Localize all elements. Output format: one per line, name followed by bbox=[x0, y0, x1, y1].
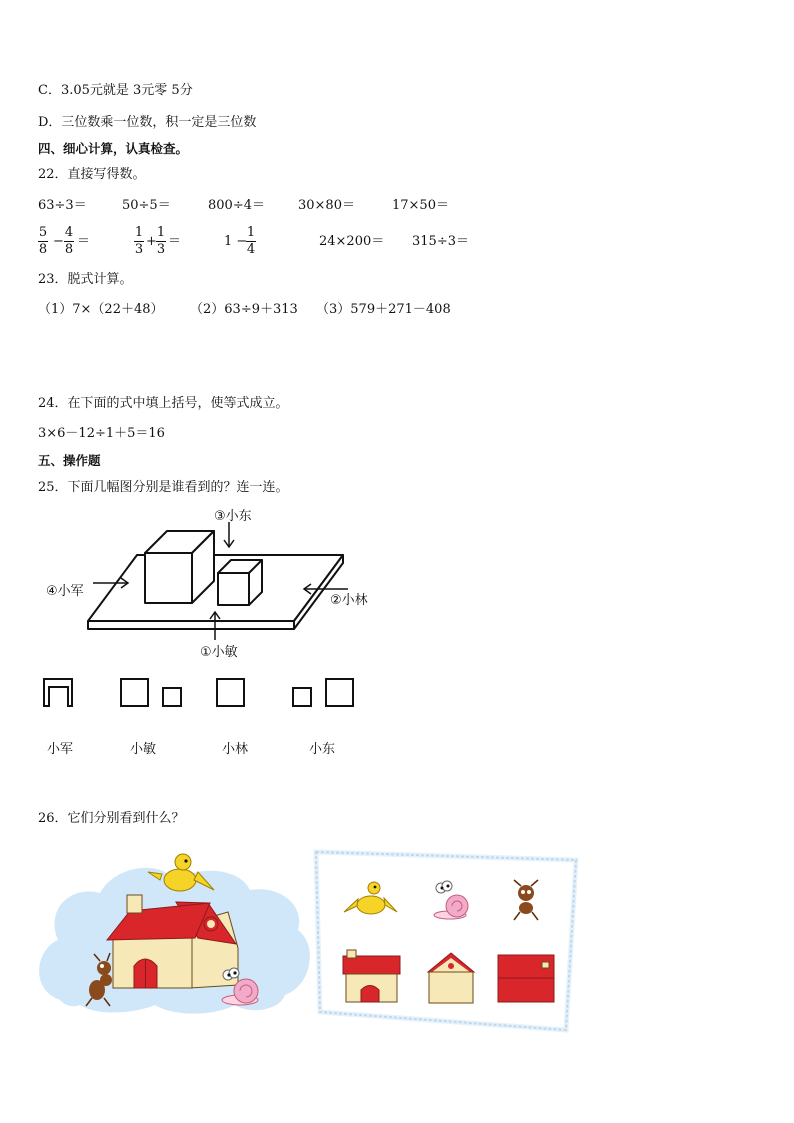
house-chimney bbox=[127, 895, 142, 913]
q22-expr-1: 63÷3＝ bbox=[38, 198, 87, 213]
card-house-front-view bbox=[343, 950, 400, 1002]
q26-prompt: 26．它们分别看到什么？ bbox=[38, 811, 185, 826]
q25-prompt: 25．下面几幅图分别是谁看到的？连一连。 bbox=[38, 480, 289, 495]
observer-left-label: ④小军 bbox=[46, 584, 84, 599]
option-d: D．三位数乘一位数，积一定是三位数 bbox=[38, 115, 257, 130]
q24-prompt: 24．在下面的式中填上括号，使等式成立。 bbox=[38, 396, 289, 411]
q22-prompt: 22．直接写得数。 bbox=[38, 167, 146, 182]
name-xiaomin[interactable]: 小敏 bbox=[130, 742, 157, 757]
observer-right-label: ②小林 bbox=[330, 593, 368, 608]
q23-prompt: 23．脱式计算。 bbox=[38, 272, 133, 287]
name-xiaojun[interactable]: 小军 bbox=[47, 742, 74, 757]
section5-title: 五、操作题 bbox=[38, 453, 101, 468]
q24-equation: 3×6－12÷1＋5＝16 bbox=[38, 426, 165, 441]
q23-item-3: （3）579＋271－408 bbox=[316, 302, 451, 317]
name-xiaolin[interactable]: 小林 bbox=[222, 742, 249, 757]
denominator: 4 bbox=[246, 242, 256, 257]
numerator: 5 bbox=[38, 225, 48, 240]
observer-top-label: ③小东 bbox=[214, 509, 252, 524]
numerator: 4 bbox=[64, 225, 74, 240]
q22-expr-5: 17×50＝ bbox=[392, 198, 449, 213]
numerator: 1 bbox=[246, 225, 256, 240]
section4-title: 四、细心计算，认真检查。 bbox=[38, 141, 189, 156]
denominator: 8 bbox=[38, 242, 48, 257]
equals-sign: ＝ bbox=[77, 234, 91, 249]
q22-expr-9: 24×200＝ bbox=[319, 234, 385, 249]
option-c: C．3.05元就是 3元零 5分 bbox=[38, 83, 193, 98]
denominator: 8 bbox=[64, 242, 74, 257]
q22-expr-3: 800÷4＝ bbox=[208, 198, 265, 213]
numerator: 1 bbox=[156, 225, 166, 240]
q22-expr-2: 50÷5＝ bbox=[122, 198, 171, 213]
numerator: 1 bbox=[134, 225, 144, 240]
minus-sign: − bbox=[53, 234, 64, 249]
denominator: 3 bbox=[134, 242, 144, 257]
denominator: 3 bbox=[156, 242, 166, 257]
card-house-top-view bbox=[498, 955, 554, 1002]
q23-item-2: （2）63÷9＋313 bbox=[190, 302, 298, 317]
q22-expr-4: 30×80＝ bbox=[298, 198, 355, 213]
plus-sign: + bbox=[146, 234, 157, 249]
q22-expr-10: 315÷3＝ bbox=[412, 234, 469, 249]
observer-bottom-label: ①小敏 bbox=[200, 645, 238, 660]
name-xiaodong[interactable]: 小东 bbox=[309, 742, 336, 757]
q23-item-1: （1）7×（22＋48） bbox=[38, 302, 164, 317]
whole-minus: 1 − bbox=[224, 234, 248, 249]
equals-sign: ＝ bbox=[168, 234, 182, 249]
